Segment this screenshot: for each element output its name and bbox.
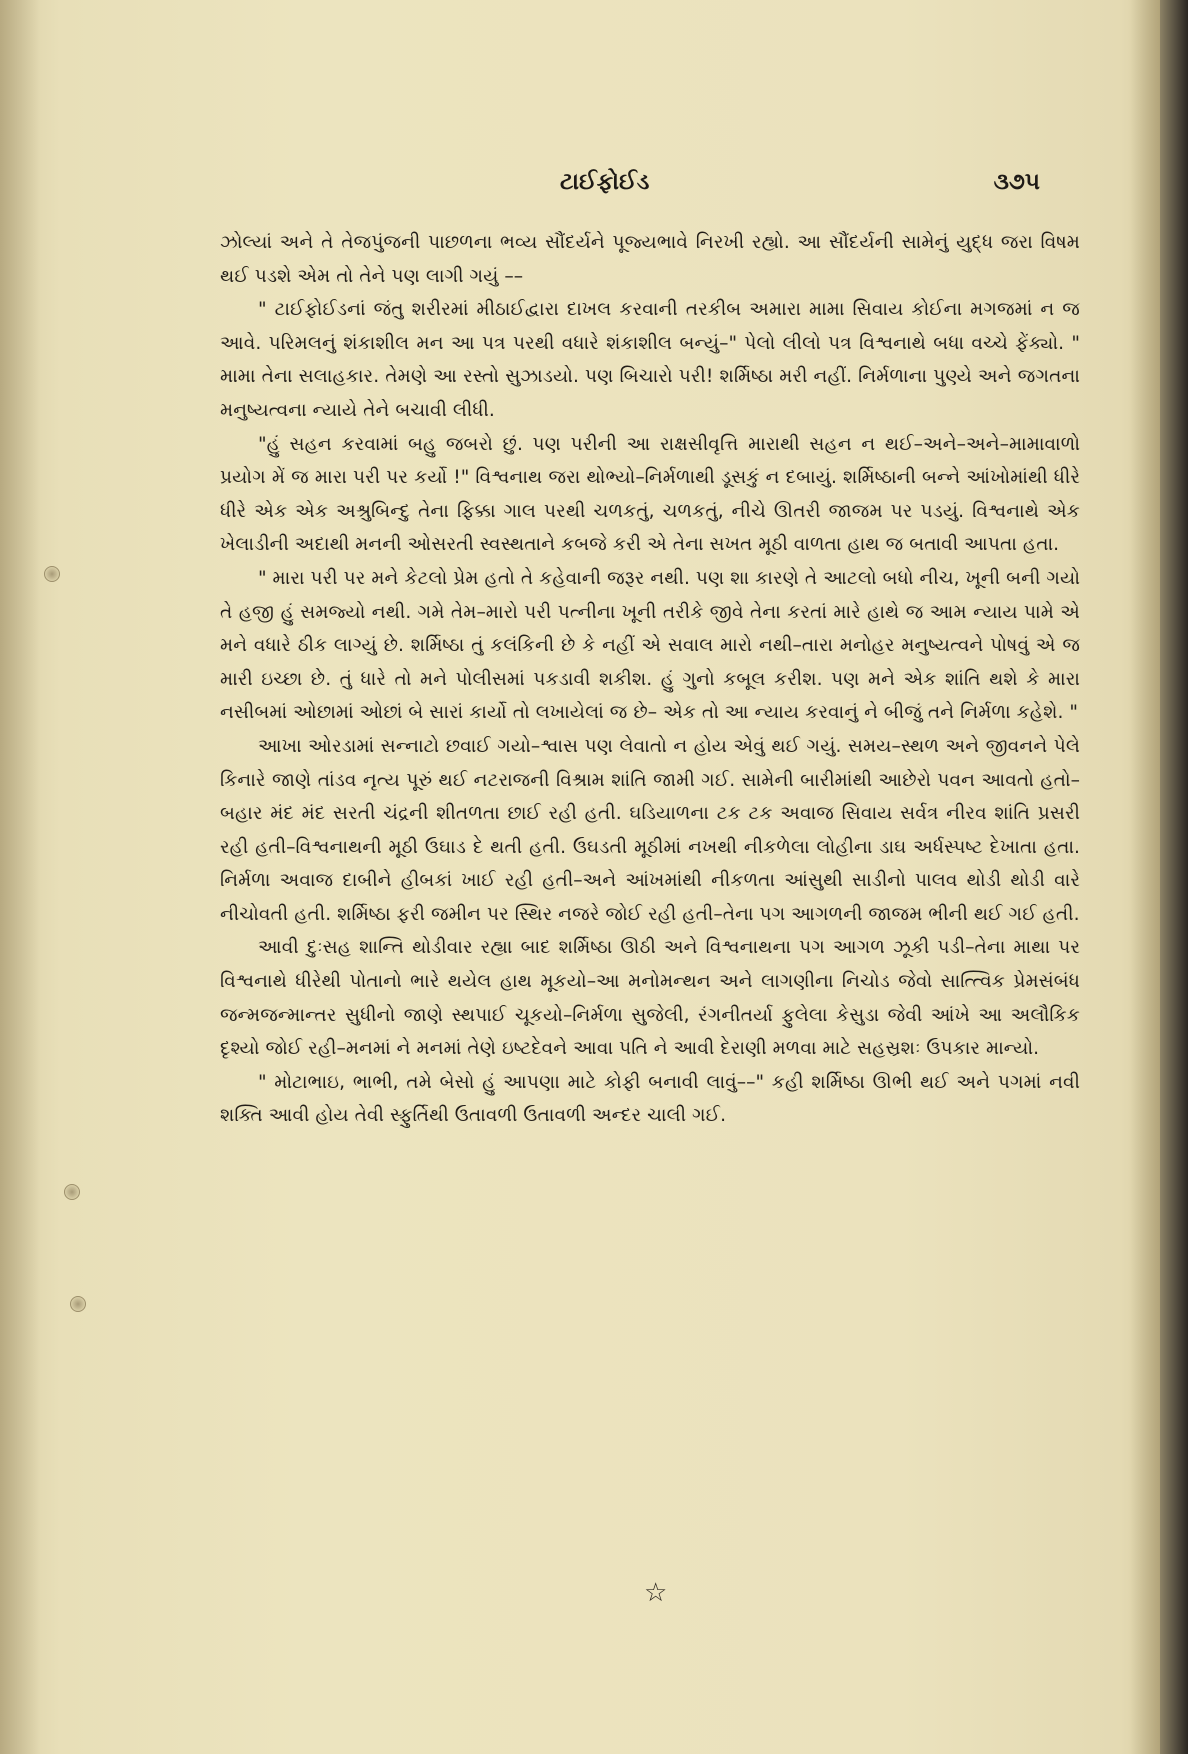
running-title: ટાઈફોઈડ (560, 168, 650, 195)
page-hole (44, 566, 60, 582)
page-hole (64, 1184, 80, 1200)
page-number: ૩૭૫ (993, 168, 1040, 195)
paragraph: " મારા પરી પર મને કેટલો પ્રેમ હતો તે કહેવાની જરૂર નથી. પણ શા કારણે તે આટલો બધો નીચ, ખૂની બની ગયો તે હજી હું સમજ્યો નથી. ગમે તેમ–મારો પરી પત્નીના ખૂની તરીકે જીવે તેના કરતાં મારે હાથે જ આમ ન્યાય પામે એ મને વધારે ઠીક લાગ્યું છે. શર્મિષ્ઠા તું કલંકિની છે કે નહીં એ સવાલ મારો નથી–તારા મનોહર મનુષ્યત્વને પોષવું એ જ મારી ઇચ્છા છે. તું ધારે તો મને પોલીસમાં પકડાવી શકીશ. હું ગુનો કબૂલ કરીશ. પણ મને એક શાંતિ થશે કે મારા નસીબમાં ઓછામાં ઓછાં બે સારાં કાર્યો તો લખાયેલાં જ છે– એક તો આ ન્યાય કરવાનું ને બીજું તને નિર્મળા કહેશે. " (220, 567, 1080, 724)
paragraph: ઝોલ્યાં અને તે તેજપુંજની પાછળના ભવ્ય સૌંદર્યને પૂજ્યભાવે નિરખી રહ્યો. આ સૌંદર્યની સામેનું યુદ્ધ જરા વિષમ થઈ પડશે એમ તો તેને પણ લાગી ગયું –– (220, 232, 1080, 287)
paragraph: "હું સહન કરવામાં બહુ જબરો છું. પણ પરીની આ રાક્ષસીવૃત્તિ મારાથી સહન ન થઈ–અને–અને–મામાવાળો પ્રયોગ મેં જ મારા પરી પર કર્યો !" વિશ્વનાથ જરા થોભ્યો–નિર્મળાથી ડૂસકું ન દબાયું. શર્મિષ્ઠાની બન્ને આંખોમાંથી ધીરે ધીરે એક એક અશ્રુબિન્દુ તેના ફિક્કા ગાલ પરથી ચળકતું, ચળકતું, નીચે ઊતરી જાજમ પર પડયું. વિશ્વનાથે એક ખેલાડીની અદાથી મનની ઓસરતી સ્વસ્થતાને કબજે કરી એ તેના સખત મૂઠી વાળતા હાથ જ બતાવી આપતા હતા. (220, 433, 1080, 556)
paragraph: આવી દુઃસહ શાન્તિ થોડીવાર રહ્યા બાદ શર્મિષ્ઠા ઊઠી અને વિશ્વનાથના પગ આગળ ઝૂકી પડી–તેના માથા પર વિશ્વનાથે ધીરેથી પોતાનો ભારે થયેલ હાથ મૂકયો–આ મનોમન્થન અને લાગણીના નિચોડ જેવો સાત્ત્વિક પ્રેમસંબંધ જન્મજન્માન્તર સુધીનો જાણે સ્થપાઈ ચૂકયો–નિર્મળા સુજેલી, રંગનીતર્યા ફુલેલા કેસુડા જેવી આંખે આ અલૌકિક દૃશ્યો જોઈ રહી–મનમાં ને મનમાં તેણે ઇષ્ટદેવને આવા પતિ ને આવી દેરાણી મળવા માટે સહસ્રશઃ ઉપકાર માન્યો. (220, 937, 1080, 1060)
page-header (240, 168, 1060, 208)
body-text (220, 226, 1080, 1133)
paragraph: આખા ઓરડામાં સન્નાટો છવાઈ ગયો–શ્વાસ પણ લેવાતો ન હોય એવું થઈ ગયું. સમય–સ્થળ અને જીવનને પેલે કિનારે જાણે તાંડવ નૃત્ય પૂરું થઈ નટરાજની વિશ્રામ શાંતિ જામી ગઈ. સામેની બારીમાંથી આછેરો પવન આવતો હતો–બહાર મંદ મંદ સરતી ચંદ્રની શીતળતા છાઈ રહી હતી. ઘડિયાળના ટક ટક અવાજ સિવાય સર્વત્ર નીરવ શાંતિ પ્રસરી રહી હતી–વિશ્વનાથની મૂઠી ઉઘાડ દે થતી હતી. ઉઘડતી મૂઠીમાં નખથી નીકળેલા લોહીના ડાઘ અર્ધસ્પષ્ટ દેખાતા હતા. નિર્મળા અવાજ દાબીને હીબકાં ખાઈ રહી હતી–અને આંખમાંથી નીકળતા આંસુથી સાડીનો પાલવ થોડી થોડી વારે નીચોવતી હતી. શર્મિષ્ઠા ફરી જમીન પર સ્થિર નજરે જોઈ રહી હતી–તેના પગ આગળની જાજમ ભીની થઈ ગઈ હતી. (220, 735, 1080, 925)
page-hole (70, 1296, 86, 1312)
page-edge (1160, 0, 1188, 1754)
end-star-icon: ☆ (644, 1578, 668, 1608)
paragraph: " મોટાભાઇ, ભાભી, તમે બેસો હું આપણા માટે કોફી બનાવી લાવું––" કહી શર્મિષ્ઠા ઊભી થઈ અને પગમાં નવી શક્તિ આવી હોય તેવી સ્ફુર્તિથી ઉતાવળી ઉતાવળી અન્દર ચાલી ગઈ. (220, 1071, 1080, 1127)
paragraph: " ટાઈફોઈડનાં જંતુ શરીરમાં મીઠાઈદ્વારા દાખલ કરવાની તરકીબ અમારા મામા સિવાય કોઈના મગજમાં ન જ આવે. પરિમલનું શંકાશીલ મન આ પત્ર પરથી વધારે શંકાશીલ બન્યું–" પેલો લીલો પત્ર વિશ્વનાથે બધા વચ્ચે ફેંક્યો. " મામા તેના સલાહકાર. તેમણે આ રસ્તો સુઝાડયો. પણ બિચારો પરી! શર્મિષ્ઠા મરી નહીં. નિર્મળાના પુણ્યે અને જગતના મનુષ્યત્વના ન્યાયે તેને બચાવી લીધી. (220, 299, 1080, 421)
